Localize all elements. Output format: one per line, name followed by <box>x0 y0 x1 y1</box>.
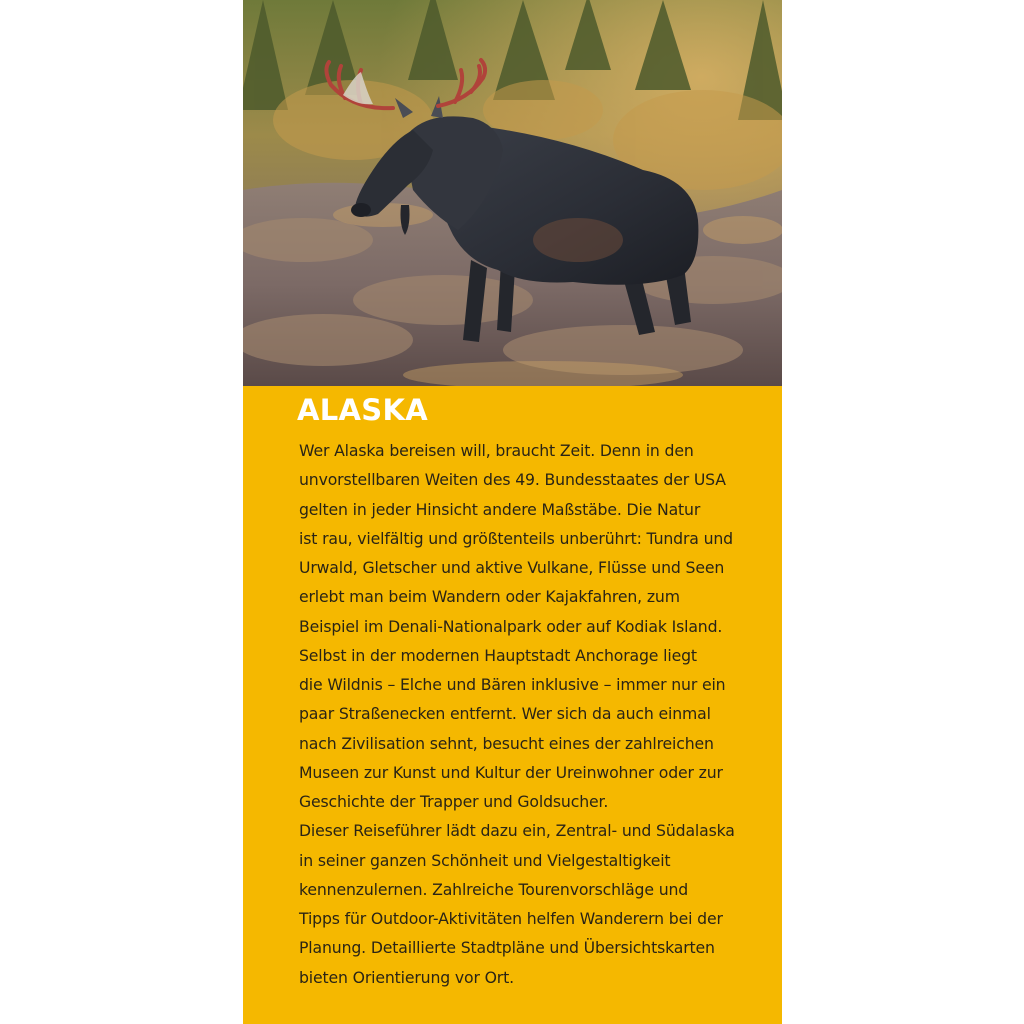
text-line: nach Zivilisation sehnt, besucht eines der zahlreichen <box>299 733 714 753</box>
text-line: in seiner ganzen Schönheit und Vielgestaltigkeit <box>299 850 671 870</box>
text-line: unvorstellbaren Weiten des 49. Bundesstaates der USA <box>299 470 726 490</box>
text-line: Urwald, Gletscher und aktive Vulkane, Flüsse und Seen <box>299 558 725 577</box>
page-title: ALASKA <box>297 393 428 427</box>
moose-photo <box>243 0 782 386</box>
text-line: gelten in jeder Hinsicht andere Maßstäbe. Die Natur <box>299 499 701 519</box>
text-line: kennenzulernen. Zahlreiche Tourenvorschläge und <box>299 879 689 899</box>
text-line: Selbst in der modernen Hauptstadt Anchorage liegt <box>299 645 697 665</box>
description-text <box>299 436 779 992</box>
text-line: Tipps für Outdoor-Aktivitäten helfen Wanderern bei der <box>299 909 723 928</box>
text-line: Wer Alaska bereisen will, braucht Zeit. Denn in den <box>299 441 694 460</box>
text-line: Dieser Reiseführer lädt dazu ein, Zentral- und Südalaska <box>299 821 735 841</box>
text-line: bieten Orientierung vor Ort. <box>299 967 514 987</box>
text-line: die Wildnis – Elche und Bären inklusive – immer nur ein <box>299 675 726 694</box>
text-line: Geschichte der Trapper und Goldsucher. <box>299 792 609 811</box>
text-line: ist rau, vielfältig und größtenteils unberührt: Tundra und <box>299 528 733 548</box>
text-line: Museen zur Kunst und Kultur der Ureinwohner oder zur <box>299 762 723 782</box>
text-line: erlebt man beim Wandern oder Kajakfahren, zum <box>299 587 680 607</box>
text-line: Beispiel im Denali-Nationalpark oder auf Kodiak Island. <box>299 616 723 636</box>
text-line: paar Straßenecken entfernt. Wer sich da auch einmal <box>299 704 711 724</box>
book-cover-page <box>243 0 782 1024</box>
text-line: Planung. Detaillierte Stadtpläne und Übersichtskarten <box>299 938 715 958</box>
